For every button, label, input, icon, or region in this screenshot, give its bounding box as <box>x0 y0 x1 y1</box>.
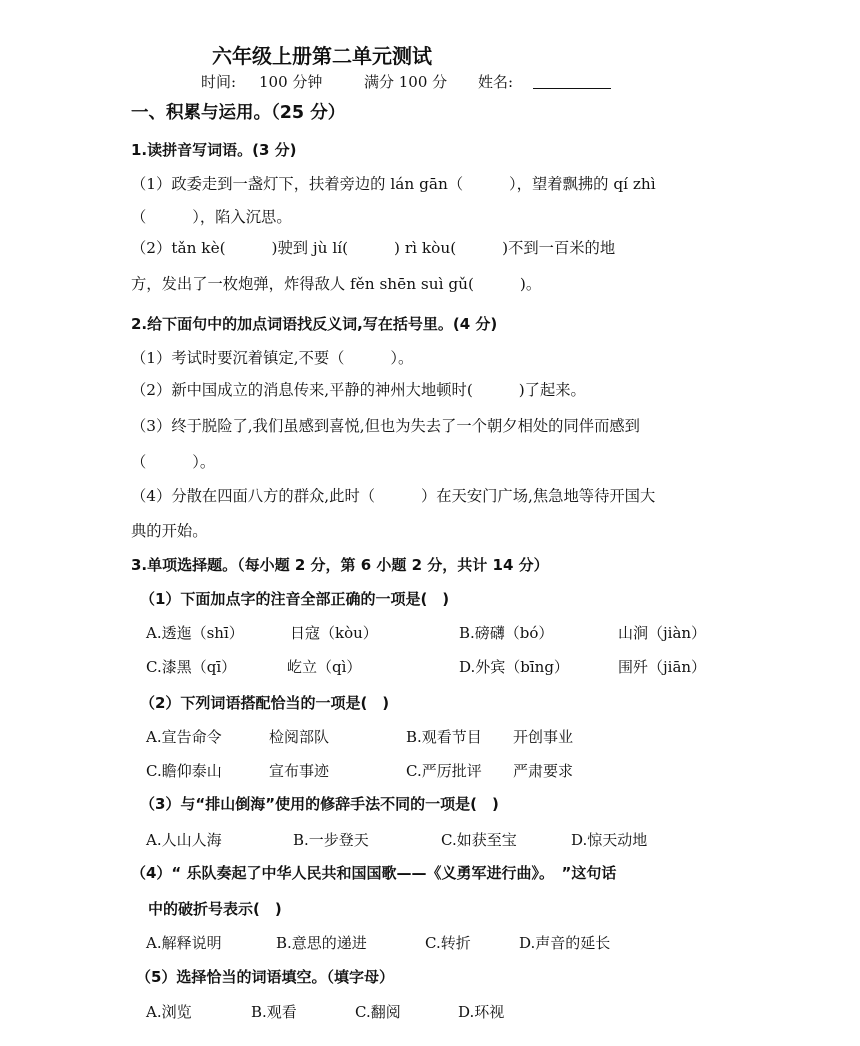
question-2-line: （4）分散在四面八方的群众,此时（ ）在天安门广场,焦急地等待开国大 <box>131 487 656 505</box>
name-label: 姓名: <box>478 73 514 91</box>
option: C.漆黑（qī） <box>146 658 237 676</box>
question-1-line: 方，发出了一枚炮弹，炸得敌人 fěn shēn suì gǔ( )。 <box>131 275 542 293</box>
option: A.浏览 <box>146 1003 192 1021</box>
question-1-heading: 1.读拼音写词语。(3 分) <box>131 141 297 159</box>
option: 山涧（jiàn） <box>618 624 707 642</box>
option: B.观看 <box>251 1003 297 1021</box>
option: B.意思的递进 <box>276 934 367 952</box>
option: D.环视 <box>458 1003 505 1021</box>
question-2-line: （3）终于脱险了,我们虽感到喜悦,但也为失去了一个朝夕相处的同伴而感到 <box>131 417 640 435</box>
score-label: 满分 100 分 <box>364 73 448 91</box>
option: B.磅礴（bó） <box>459 624 554 642</box>
question-1-line: （ ），陷入沉思。 <box>131 208 292 226</box>
option: 宣布事迹 <box>269 762 330 780</box>
option: 检阅部队 <box>269 728 330 746</box>
option: 屹立（qì） <box>287 658 362 676</box>
sub-question-5-stem: （5）选择恰当的词语填空。（填字母） <box>136 968 394 986</box>
option: A.人山人海 <box>146 831 222 849</box>
question-2-line: （1）考试时要沉着镇定,不要（ ）。 <box>131 349 414 367</box>
option: A.宣告命令 <box>146 728 222 746</box>
sub-question-4-stem: （4）“ 乐队奏起了中华人民共和国国歌——《义勇军进行曲》。 ”这句话 <box>131 864 617 882</box>
option: C.严厉批评 <box>406 762 482 780</box>
question-1-line: （2）tǎn kè( )驶到 jù lí( ) rì kòu( )不到一百米的地 <box>131 239 616 257</box>
option: B.观看节目 <box>406 728 482 746</box>
option: D.惊天动地 <box>571 831 648 849</box>
option: A.解释说明 <box>146 934 222 952</box>
question-2-line: （2）新中国成立的消息传来,平静的神州大地顿时( )了起来。 <box>131 381 586 399</box>
option: D.外宾（bīng） <box>459 658 569 676</box>
option: 严肃要求 <box>513 762 574 780</box>
sub-question-3-stem: （3）与“排山倒海”使用的修辞手法不同的一项是( ) <box>140 795 499 813</box>
sub-question-4-stem-continued: 中的破折号表示( ) <box>148 900 282 918</box>
question-2-heading: 2.给下面句中的加点词语找反义词,写在括号里。(4 分) <box>131 315 498 333</box>
option: C.翻阅 <box>355 1003 401 1021</box>
option: C.转折 <box>425 934 471 952</box>
question-1-line: （1）政委走到一盏灯下，扶着旁边的 lán gān（ ），望着飘拂的 qí zhì <box>131 175 656 193</box>
option: 开创事业 <box>513 728 574 746</box>
page-title: 六年级上册第二单元测试 <box>212 44 432 68</box>
option: D.声音的延长 <box>519 934 611 952</box>
question-3-heading: 3.单项选择题。（每小题 2 分，第 6 小题 2 分，共计 14 分） <box>131 556 549 574</box>
option: 日寇（kòu） <box>290 624 378 642</box>
section-heading: 一、积累与运用。（25 分） <box>131 103 346 123</box>
option: C.瞻仰泰山 <box>146 762 222 780</box>
option: 围歼（jiān） <box>618 658 707 676</box>
name-blank-line[interactable] <box>533 74 611 89</box>
question-2-line: 典的开始。 <box>131 522 208 540</box>
option: B.一步登天 <box>293 831 369 849</box>
option: A.透迤（shī） <box>146 624 244 642</box>
sub-question-1-stem: （1）下面加点字的注音全部正确的一项是( ) <box>140 590 450 608</box>
sub-question-2-stem: （2）下列词语搭配恰当的一项是( ) <box>140 694 390 712</box>
time-value: 100 分钟 <box>259 73 323 91</box>
option: C.如获至宝 <box>441 831 517 849</box>
question-2-line: （ ）。 <box>131 453 216 471</box>
time-label: 时间: <box>201 73 237 91</box>
